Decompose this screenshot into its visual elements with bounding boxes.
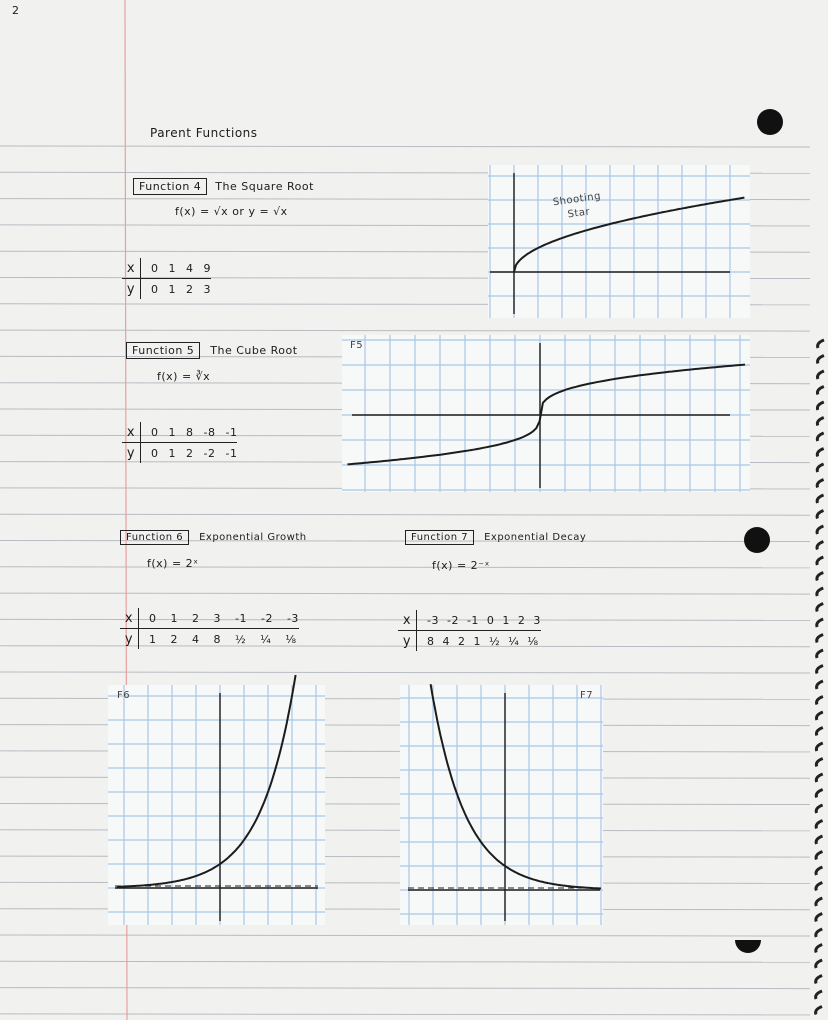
table-cell: 3	[213, 611, 221, 625]
table-cell: 0	[151, 446, 159, 460]
binder-hole	[757, 109, 783, 135]
graph-paper	[342, 335, 750, 492]
function-6-table	[120, 608, 299, 649]
table-cell: 8	[213, 632, 221, 646]
table-cell: 1	[168, 446, 176, 460]
table-cell: ½	[235, 632, 247, 646]
table-cell: ¼	[260, 632, 272, 646]
graph-paper	[400, 685, 603, 925]
table-cell: 1	[168, 282, 176, 296]
table-cell: 0	[149, 611, 157, 625]
graph-6-label: F6	[117, 690, 131, 701]
graph-5-label: F5	[350, 340, 364, 351]
table-cell: 1	[502, 613, 510, 627]
x-values	[138, 608, 299, 628]
function-7-table	[398, 610, 541, 651]
function-5-name: The Cube Root	[210, 344, 298, 357]
x-values	[140, 258, 211, 278]
y-values	[138, 629, 297, 649]
function-4-formula: f(x) = √x or y = √x	[175, 205, 288, 218]
y-label: y	[124, 631, 134, 647]
x-values	[140, 422, 237, 442]
table-cell: 8	[427, 634, 435, 648]
function-7-header	[405, 530, 586, 545]
table-cell: 3	[533, 613, 541, 627]
table-cell: -2	[260, 611, 273, 625]
table-cell: 2	[186, 282, 194, 296]
function-6-header	[120, 530, 307, 545]
table-cell: 1	[170, 611, 178, 625]
table-cell: ⅛	[285, 632, 297, 646]
table-cell: 4	[192, 632, 200, 646]
function-5-table	[122, 422, 237, 463]
x-label: x	[126, 424, 136, 440]
table-cell: 0	[151, 261, 159, 275]
table-cell: 2	[458, 634, 466, 648]
table-cell: 3	[203, 282, 211, 296]
y-values	[140, 279, 211, 299]
table-cell: 0	[151, 425, 159, 439]
function-6-box: Function 6	[120, 530, 189, 545]
table-cell: -8	[203, 425, 216, 439]
x-label: x	[402, 612, 412, 628]
table-cell: 2	[517, 613, 526, 627]
table-cell: 4	[442, 634, 450, 648]
x-label: x	[126, 260, 136, 276]
table-cell: ¼	[508, 634, 520, 648]
function-5-header	[126, 342, 298, 359]
table-cell: 8	[186, 425, 194, 439]
y-label: y	[126, 445, 136, 461]
graph-paper	[488, 165, 750, 318]
table-cell: -1	[235, 611, 247, 625]
table-cell: -1	[466, 613, 479, 627]
function-4-box: Function 4	[133, 178, 207, 195]
function-7-box: Function 7	[405, 530, 474, 545]
table-cell: ⅛	[527, 634, 539, 648]
function-4-table	[122, 258, 211, 299]
graph-4-label: Shooting Star	[552, 190, 602, 221]
y-values	[416, 631, 539, 651]
binder-hole	[744, 527, 770, 553]
function-5-box: Function 5	[126, 342, 200, 359]
table-cell: 9	[203, 261, 211, 275]
page-number: 2	[12, 4, 20, 17]
y-label: y	[402, 633, 412, 649]
table-cell: 1	[168, 261, 176, 275]
function-4-name: The Square Root	[215, 180, 314, 193]
table-cell: -1	[225, 425, 238, 439]
function-6-formula: f(x) = 2ˣ	[147, 557, 199, 570]
x-values	[416, 610, 541, 630]
y-label: y	[126, 281, 136, 297]
table-cell: 4	[186, 261, 194, 275]
function-7-formula: f(x) = 2⁻ˣ	[432, 559, 490, 572]
table-cell: 1	[473, 634, 481, 648]
table-cell: -2	[203, 446, 216, 460]
table-cell: -2	[446, 613, 459, 627]
table-cell: 1	[149, 632, 157, 646]
page-title: Parent Functions	[150, 126, 258, 140]
table-cell: 1	[168, 425, 176, 439]
table-cell: 2	[192, 611, 200, 625]
function-5-formula: f(x) = ∛x	[157, 370, 211, 383]
graph-7-label: F7	[580, 690, 594, 701]
table-cell: 0	[486, 613, 495, 627]
table-cell: -3	[286, 611, 299, 625]
table-cell: 2	[186, 446, 194, 460]
table-cell: ½	[489, 634, 501, 648]
table-cell: -3	[427, 613, 439, 627]
function-4-header	[133, 178, 314, 195]
y-values	[140, 443, 237, 463]
table-cell: 2	[170, 632, 178, 646]
table-cell: -1	[225, 446, 238, 460]
x-label: x	[124, 610, 134, 626]
table-cell: 0	[151, 282, 159, 296]
function-6-name: Exponential Growth	[199, 532, 307, 543]
function-7-name: Exponential Decay	[484, 532, 587, 543]
